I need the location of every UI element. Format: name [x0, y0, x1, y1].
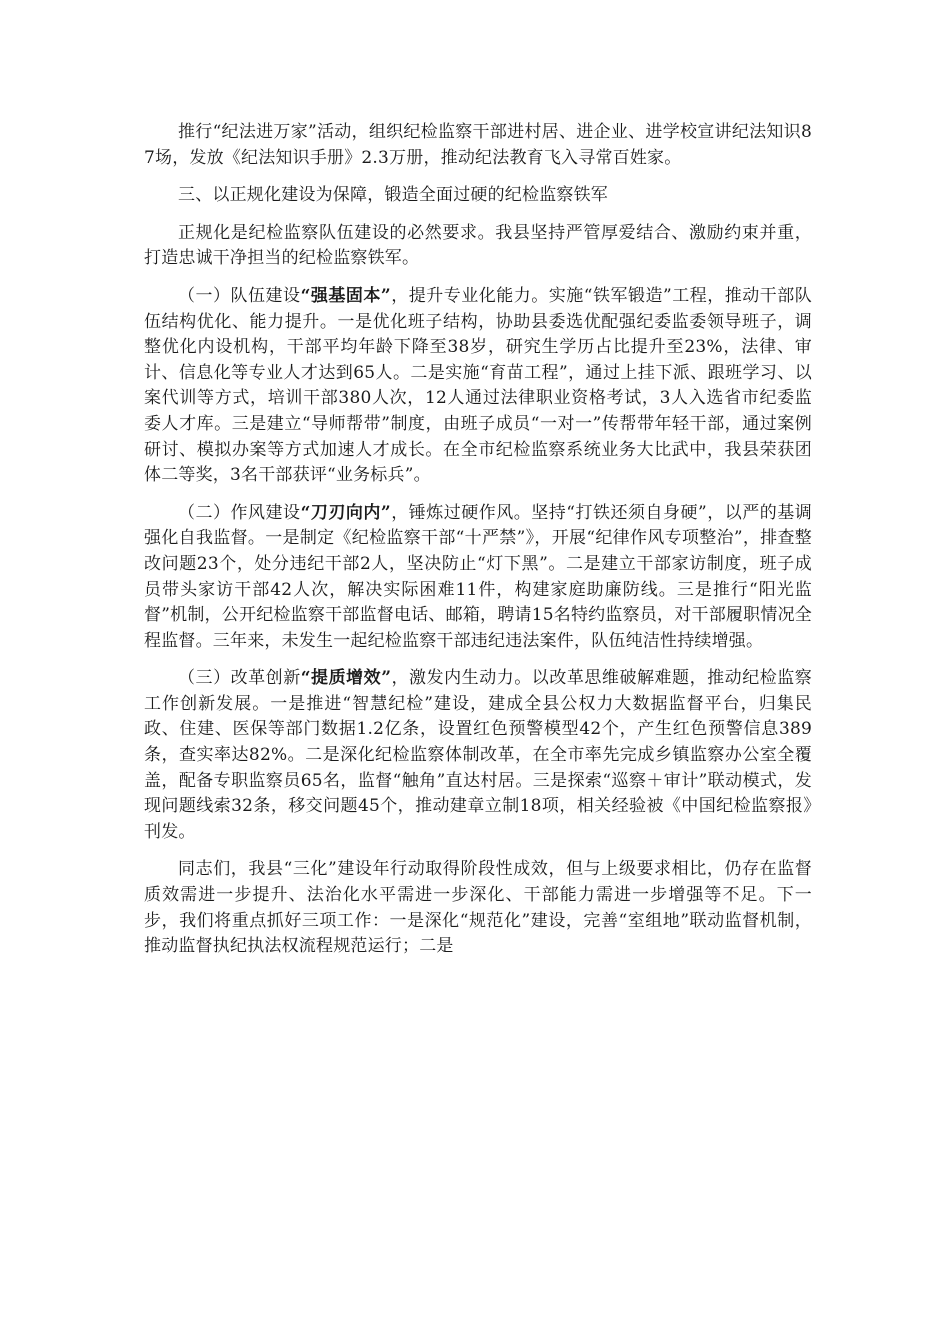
- paragraph-conclusion: 同志们，我县“三化”建设年行动取得阶段性成效，但与上级要求相比，仍存在监督质效需进一步提升、法治化水平需进一步深化、干部能力需进一步增强等不足。下一步，我们将重点抓好三项工作：一是深化“规范化”建设，完善“室组地”联动监督机制，推动监督执纪执法权流程规范运行；二是: [144, 859, 812, 957]
- document-page: [144, 120, 812, 972]
- paragraph-lead: （二）作风建设: [178, 502, 301, 523]
- paragraph-lead: （一）队伍建设: [178, 285, 301, 306]
- paragraph-standardization-intro: 正规化是纪检监察队伍建设的必然要求。我县坚持严管厚爱结合、激励约束并重，打造忠诚干净担当的纪检监察铁军。: [144, 222, 812, 269]
- paragraph-lead-emphasis: “强基固本”: [300, 285, 391, 306]
- paragraph-team-building: [144, 284, 812, 489]
- section-heading-three: 三、以正规化建设为保障，锻造全面过硬的纪检监察铁军: [178, 185, 608, 206]
- paragraph-body: ，提升专业化能力。实施“铁军锻造”工程，推动干部队伍结构优化、能力提升。一是优化班子结构，协助县委选优配强纪委监委领导班子，调整优化内设机构，干部平均年龄下降至38岁，研究生学历占比提升至23%，法律、审计、信息化等专业人才达到65人。二是实施“育苗工程”，通过上挂下派、跟班学习、以案代训等方式，培训干部380人次，12人通过法律职业资格考试，3人入选省市纪委监委人才库。三是建立“导师帮带”制度，由班子成员“一对一”传帮带年轻干部，通过案例研讨、模拟办案等方式加速人才成长。在全市纪检监察系统业务大比武中，我县荣获团体二等奖，3名干部获评“业务标兵”。: [144, 285, 812, 486]
- paragraph-publicity: 推行“纪法进万家”活动，组织纪检监察干部进村居、进企业、进学校宣讲纪法知识87场，发放《纪法知识手册》2.3万册，推动纪法教育飞入寻常百姓家。: [144, 122, 812, 168]
- paragraph-body: ，锤炼过硬作风。坚持“打铁还须自身硬”，以严的基调强化自我监督。一是制定《纪检监察干部“十严禁”》，开展“纪律作风专项整治”，排查整改问题23个，处分违纪干部2人，坚决防止“灯下黑”。二是建立干部家访制度，班子成员带头家访干部42人次，解决实际困难11件，构建家庭助廉防线。三是推行“阳光监督”机制，公开纪检监察干部监督电话、邮箱，聘请15名特约监察员，对干部履职情况全程监督。三年来，未发生一起纪检监察干部违纪违法案件，队伍纯洁性持续增强。: [144, 502, 812, 651]
- paragraph-lead-emphasis: “提质增效”: [300, 668, 392, 689]
- paragraph-work-style: [144, 501, 812, 655]
- paragraph-reform-innovation: [144, 666, 812, 845]
- paragraph-lead: （三）改革创新: [178, 668, 301, 689]
- paragraph-lead-emphasis: “刀刃向内”: [300, 502, 391, 523]
- paragraph-body: ，激发内生动力。以改革思维破解难题，推动纪检监察工作创新发展。一是推进“智慧纪检”建设，建成全县公权力大数据监督平台，归集民政、住建、医保等部门数据1.2亿条，设置红色预警模型42个，产生红色预警信息389条，查实率达82%。二是深化纪检监察体制改革，在全市率先完成乡镇监察办公室全覆盖，配备专职监察员65名，监督“触角”直达村居。三是探索“巡察＋审计”联动模式，发现问题线索32条，移交问题45个，推动建章立制18项，相关经验被《中国纪检监察报》刊发。: [144, 668, 812, 842]
